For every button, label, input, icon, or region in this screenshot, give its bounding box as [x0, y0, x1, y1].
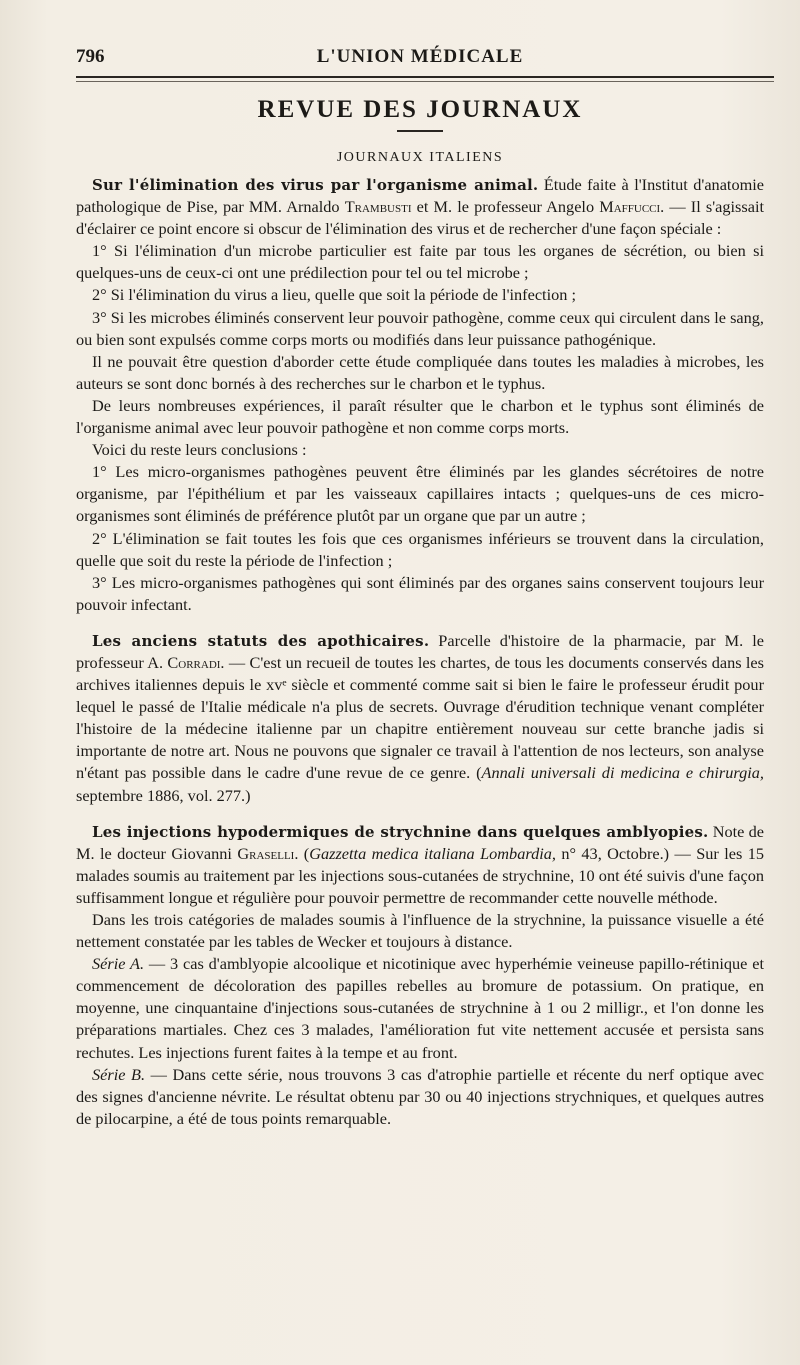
- author-name: Graselli.: [237, 843, 299, 863]
- page-number: 796: [76, 46, 105, 67]
- article-2: Les anciens statuts des apothicaires. Parcelle d'histoire de la pharmacie, par M. le professeur A. Corradi. — C'est un recueil de toutes les chartes, de tous les documents conservés dans les archives italiennes depuis le xvᵉ siècle et commenté comme sait si bien le faire le professeur érudit pour lequel le passé de l'Italie médicale n'a plus de secrets. Ouvrage d'érudition technique venant compléter l'histoire de la médecine italienne par un chapitre entièrement nouveau sur cette branche jadis si importante de notre art. Nous ne pouvons que signaler ce travail à l'attention de nos lecteurs, son analyse n'étant pas possible dans le cadre d'une revue de ce genre. (Annali universali di medicina e chirurgia, septembre 1886, vol. 277.): [76, 630, 764, 805]
- conclusion-3: 3° Les micro-organismes pathogènes qui sont éliminés par des organes sains conservent toujours leur pouvoir infectant.: [76, 572, 764, 614]
- section-title-underline: [397, 130, 443, 132]
- question-1: 1° Si l'élimination d'un microbe particulier est faite par tous les organes de sécrétion, ou bien si quelques-uns de ceux-ci ont une prédilection pour tel ou tel microbe ;: [76, 241, 764, 283]
- paragraph-scope: Il ne pouvait être question d'aborder cette étude compliquée dans toutes les maladies à microbes, les auteurs se sont donc bornés à des recherches sur le charbon et le typhus.: [76, 351, 764, 393]
- paragraph-categories: Dans les trois catégories de malades soumis à l'influence de la strychnine, la puissance visuelle a été nettement constatée par les tables de Wecker et toujours à distance.: [76, 910, 764, 952]
- page-header: [76, 42, 764, 76]
- section-title: REVUE DES JOURNAUX: [257, 96, 583, 123]
- serie-b: Série B. — Dans cette série, nous trouvons 3 cas d'atrophie partielle et récente du nerf optique avec des signes d'ancienne névrite. Le résultat obtenu par 30 ou 40 injections strychniques, et quelques autres de pilocarpine, a été de tous points remarquable.: [76, 1064, 764, 1128]
- serie-b-label: Série B.: [92, 1064, 146, 1084]
- paragraph-conclusions: Voici du reste leurs conclusions :: [92, 440, 307, 460]
- author-name: Maffucci.: [599, 197, 665, 217]
- source-title: Annali universali di medicina e chirurgia,: [481, 763, 764, 783]
- conclusion-2: 2° L'élimination se fait toutes les fois que ces organismes inférieurs se trouvent dans la circulation, quelle que soit du reste la période de l'infection ;: [76, 528, 764, 570]
- author-name: Trambusti: [344, 197, 412, 217]
- author-name: Corradi.: [167, 652, 225, 672]
- header-rule-thin: [76, 81, 774, 82]
- article-1-title: Sur l'élimination des virus par l'organisme animal.: [92, 176, 539, 194]
- header-rule: [76, 76, 774, 78]
- serie-a-label: Série A.: [92, 954, 145, 974]
- running-title: L'UNION MÉDICALE: [316, 46, 524, 67]
- article-1-intro: Sur l'élimination des virus par l'organisme animal. Étude faite à l'Institut d'anatomie pathologique de Pise, par MM. Arnaldo Trambusti et M. le professeur Angelo Maffucci. — Il s'agissait d'éclairer ce point encore si obscur de l'élimination des virus et de rechercher d'une façon spéciale :: [76, 175, 765, 239]
- serie-a: Série A. — 3 cas d'amblyopie alcoolique et nicotinique avec hyperhémie veineuse papillo-rétinique et commencement de décoloration des papilles rebelles au bromure de potassium. On pratique, en moyenne, une cinquantaine d'injections sous-cutanées de strychnine à 1 ou 2 milligr., et l'on donne les préparations martiales. Chez ces 3 malades, l'amélioration fut vite nettement accusée et persista sans rechutes. Les injections furent faites à la tempe et au front.: [76, 954, 764, 1062]
- article-3-title: Les injections hypodermiques de strychnine dans quelques amblyopies.: [92, 822, 709, 841]
- question-2: 2° Si l'élimination du virus a lieu, quelle que soit la période de l'infection ;: [92, 285, 576, 305]
- paragraph-result: De leurs nombreuses expériences, il paraît résulter que le charbon et le typhus sont éliminés de l'organisme animal avec leur pouvoir pathogène et non comme corps morts.: [76, 395, 764, 438]
- article-3: Les injections hypodermiques de strychnine dans quelques amblyopies. Note de M. le docteur Giovanni Graselli. (Gazzetta medica italiana Lombardia, n° 43, Octobre.) — Sur les 15 malades soumis au traitement par les injections sous-cutanées de strychnine, 10 ont été suivis d'une façon suffisamment longue et régulière pour pouvoir permettre de recommander cette nouvelle méthode.: [76, 821, 764, 907]
- source-title: Gazzetta medica italiana Lombardia,: [309, 843, 556, 863]
- article-body: [76, 174, 764, 1130]
- sub-title: JOURNAUX ITALIENS: [336, 150, 504, 165]
- article-2-title: Les anciens statuts des apothicaires.: [92, 631, 430, 650]
- conclusion-1: 1° Les micro-organismes pathogènes peuvent être éliminés par les glandes sécrétoires de notre organisme, par l'épithélium et par les vaisseaux capillaires intacts ; quelques-uns de ces micro-organismes sont éliminés de préférence plutôt par un organe que par un autre ;: [76, 462, 764, 526]
- question-3: 3° Si les microbes éliminés conservent leur pouvoir pathogène, comme ceux qui circulent dans le sang, ou bien sont expulsés comme corps morts ou modifiés dans leur puissance pathogénique.: [76, 307, 764, 349]
